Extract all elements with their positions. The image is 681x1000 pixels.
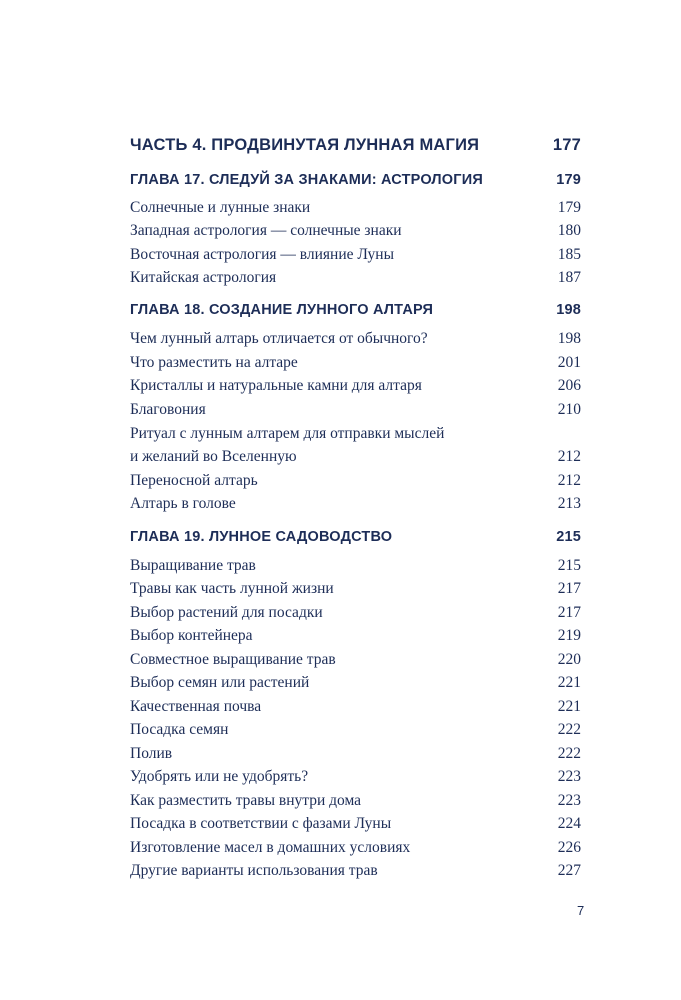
entry-page-number: 221	[557, 698, 581, 715]
entry-page-number: 223	[557, 792, 581, 809]
entry-title: Западная астрология — солнечные знаки	[130, 222, 402, 239]
entry-page-number: 212	[557, 472, 581, 489]
toc-entry	[130, 649, 581, 671]
entry-page-number: 224	[557, 815, 581, 832]
chapter-heading	[130, 172, 581, 194]
entry-page-number: 198	[557, 330, 581, 347]
entry-page-number: 185	[557, 246, 581, 263]
entry-page-number: 213	[557, 495, 581, 512]
entry-title: Что разместить на алтаре	[130, 354, 298, 371]
entry-title: Полив	[130, 745, 173, 762]
entry-page-number: 219	[557, 627, 581, 644]
toc-entry	[130, 423, 581, 445]
entry-page-number: 179	[557, 199, 581, 216]
toc-entry	[130, 555, 581, 577]
entry-title: Выращивание трав	[130, 557, 256, 574]
entry-title: Удобрять или не удобрять?	[130, 768, 309, 785]
entry-title: Как разместить травы внутри дома	[130, 792, 362, 809]
entry-title: Переносной алтарь	[130, 472, 258, 489]
chapter-title: ГЛАВА 17. СЛЕДУЙ ЗА ЗНАКАМИ: АСТРОЛОГИЯ	[130, 172, 483, 188]
toc-entry	[130, 578, 581, 600]
entry-title: Посадка в соответствии с фазами Луны	[130, 815, 392, 832]
chapter-heading	[130, 302, 581, 324]
entry-title: Восточная астрология — влияние Луны	[130, 246, 394, 263]
entry-title: Выбор растений для посадки	[130, 604, 323, 621]
chapter-title: ГЛАВА 18. СОЗДАНИЕ ЛУННОГО АЛТАРЯ	[130, 302, 434, 318]
entry-title: Ритуал с лунным алтарем для отправки мыслей	[130, 425, 445, 442]
toc-entry	[130, 244, 581, 266]
entry-page-number: 227	[557, 862, 581, 879]
toc-entry	[130, 220, 581, 242]
page-folio: 7	[577, 903, 585, 918]
toc-entry	[130, 672, 581, 694]
entry-title: Травы как часть лунной жизни	[130, 580, 334, 597]
entry-page-number: 221	[557, 674, 581, 691]
entry-page-number: 217	[557, 580, 581, 597]
toc-entry	[130, 399, 581, 421]
entry-page-number: 223	[557, 768, 581, 785]
chapter-heading	[130, 529, 581, 551]
toc-entry	[130, 352, 581, 374]
entry-page-number: 217	[557, 604, 581, 621]
toc-entry	[130, 197, 581, 219]
toc-entry	[130, 625, 581, 647]
toc-entry	[130, 696, 581, 718]
chapter-page-number: 215	[556, 529, 581, 545]
entry-page-number: 222	[557, 721, 581, 738]
toc-entry	[130, 328, 581, 350]
entry-title: Изготовление масел в домашних условиях	[130, 839, 411, 856]
entry-title: Качественная почва	[130, 698, 262, 715]
entry-page-number: 187	[557, 269, 581, 286]
toc-entry	[130, 813, 581, 835]
toc-entry	[130, 719, 581, 741]
entry-page-number: 220	[557, 651, 581, 668]
table-of-contents	[130, 0, 581, 1000]
entry-title: Чем лунный алтарь отличается от обычного?	[130, 330, 428, 347]
entry-title: Кристаллы и натуральные камни для алтаря	[130, 377, 422, 394]
toc-entry	[130, 837, 581, 859]
entry-page-number: 212	[557, 448, 581, 465]
toc-entry	[130, 493, 581, 515]
toc-entry	[130, 470, 581, 492]
entry-page-number: 201	[557, 354, 581, 371]
toc-entry	[130, 790, 581, 812]
entry-page-number: 215	[557, 557, 581, 574]
entry-title: и желаний во Вселенную	[130, 448, 297, 465]
entry-title: Посадка семян	[130, 721, 229, 738]
toc-entry	[130, 860, 581, 882]
entry-title: Выбор контейнера	[130, 627, 253, 644]
entry-page-number: 180	[557, 222, 581, 239]
entry-page-number: 206	[557, 377, 581, 394]
entry-title: Благовония	[130, 401, 206, 418]
toc-entry	[130, 743, 581, 765]
chapter-title: ГЛАВА 19. ЛУННОЕ САДОВОДСТВО	[130, 529, 393, 545]
entry-page-number: 226	[557, 839, 581, 856]
entry-title: Выбор семян или растений	[130, 674, 310, 691]
toc-entry	[130, 766, 581, 788]
entry-page-number: 210	[557, 401, 581, 418]
entry-title: Совместное выращивание трав	[130, 651, 336, 668]
toc-entry	[130, 375, 581, 397]
entry-title: Китайская астрология	[130, 269, 277, 286]
part-heading	[130, 136, 581, 158]
toc-entry	[130, 602, 581, 624]
entry-title: Алтарь в голове	[130, 495, 236, 512]
chapter-page-number: 198	[556, 302, 581, 318]
chapter-page-number: 179	[556, 172, 581, 188]
toc-entry	[130, 446, 581, 468]
part-title: ЧАСТЬ 4. ПРОДВИНУТАЯ ЛУННАЯ МАГИЯ	[130, 136, 480, 154]
entry-title: Солнечные и лунные знаки	[130, 199, 311, 216]
entry-title: Другие варианты использования трав	[130, 862, 378, 879]
part-page-number: 177	[552, 136, 581, 154]
toc-entry	[130, 267, 581, 289]
entry-page-number: 222	[557, 745, 581, 762]
